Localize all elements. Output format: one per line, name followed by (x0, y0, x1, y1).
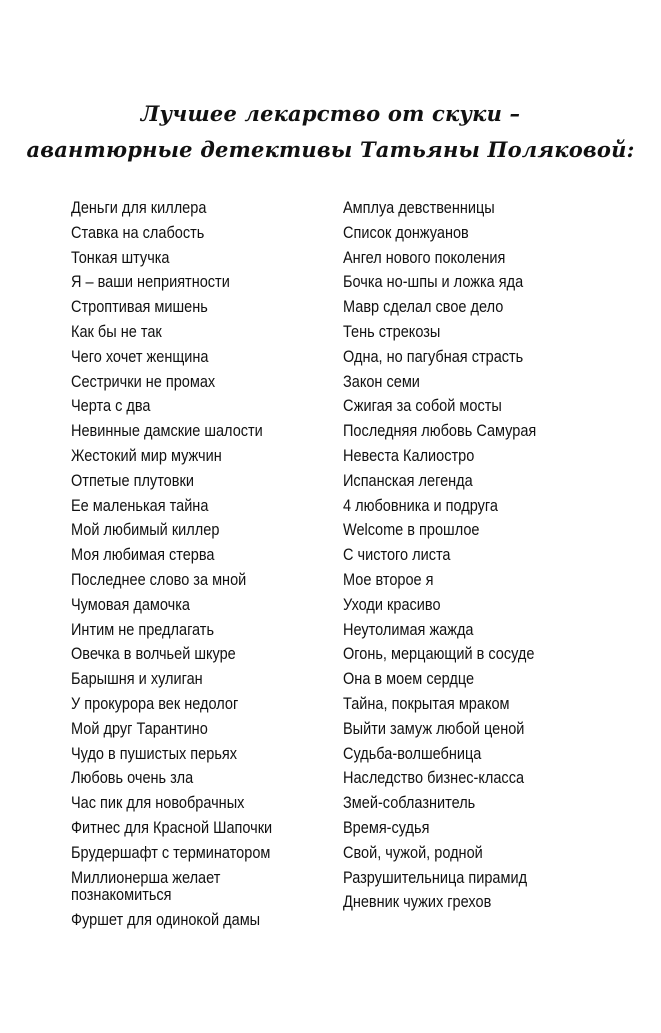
book-title: Последнее слово за мной (71, 570, 247, 589)
book-title: Мое второе я (343, 570, 434, 589)
book-title: Мавр сделал свое дело (343, 298, 504, 317)
book-title: Свой, чужой, родной (343, 843, 483, 862)
book-title: Список донжуанов (343, 223, 469, 242)
book-title: Она в моем сердце (343, 670, 475, 689)
book-title: Бочка но-шпы и ложка яда (343, 273, 524, 292)
book-title: Welcome в прошлое (343, 521, 480, 540)
book-title: Тень стрекозы (343, 322, 441, 341)
book-title: Время-судья (343, 818, 430, 837)
heading-line-2: авантюрные детективы Татьяны Поляковой: (26, 137, 635, 162)
book-title: Брудершафт с терминатором (71, 843, 271, 862)
book-title: Барышня и хулиган (71, 670, 203, 689)
book-title: Ангел нового поколения (343, 248, 506, 267)
book-title: Миллионерша желает познакомиться (71, 868, 221, 904)
book-title: Разрушительница пирамид (343, 868, 528, 887)
book-title: Чудо в пушистых перьях (71, 744, 238, 763)
book-title: Мой любимый киллер (71, 521, 220, 540)
book-list-left-column (71, 196, 335, 932)
book-title: Моя любимая стерва (71, 546, 215, 565)
book-title: Как бы не так (71, 322, 162, 341)
book-title: Амплуа девственницы (343, 199, 495, 217)
book-title: Фуршет для одинокой дамы (71, 910, 261, 929)
book-title: Тайна, покрытая мраком (343, 694, 510, 713)
book-title: Змей-соблазнитель (343, 794, 476, 813)
book-title: Интим не предлагать (71, 620, 215, 639)
book-title: Деньги для киллера (71, 199, 207, 217)
book-title: Я – ваши неприятности (71, 273, 230, 292)
book-title: Строптивая мишень (71, 298, 208, 317)
book-title: Сестрички не промах (71, 372, 216, 391)
book-title: С чистого листа (343, 546, 451, 565)
book-title: Жестокий мир мужчин (71, 446, 222, 465)
book-title: Ставка на слабость (71, 223, 205, 242)
book-title: 4 любовника и подруга (343, 496, 498, 515)
book-title: Испанская легенда (343, 471, 473, 490)
book-title: Неутолимая жажда (343, 620, 474, 639)
book-title: Невеста Калиостро (343, 446, 475, 465)
book-title: Дневник чужих грехов (343, 893, 492, 912)
page-heading (0, 96, 661, 168)
book-title: Час пик для новобрачных (71, 794, 245, 813)
book-title: Мой друг Тарантино (71, 719, 208, 738)
book-title: Одна, но пагубная страсть (343, 347, 524, 366)
book-title: Любовь очень зла (71, 769, 194, 788)
heading-line-1: Лучшее лекарство от скуки – (140, 101, 521, 126)
book-title: Фитнес для Красной Шапочки (71, 818, 273, 837)
book-title: Выйти замуж любой ценой (343, 719, 525, 738)
book-title: Невинные дамские шалости (71, 422, 263, 441)
book-title: Закон семи (343, 372, 420, 391)
book-title: Отпетые плутовки (71, 471, 194, 490)
book-title: Судьба-волшебница (343, 744, 482, 763)
book-title: Сжигая за собой мосты (343, 397, 502, 416)
book-list-right-column (343, 196, 607, 915)
book-title: Последняя любовь Самурая (343, 422, 537, 441)
book-title: Уходи красиво (343, 595, 441, 614)
book-title: Тонкая штучка (71, 248, 170, 267)
book-title: Чумовая дамочка (71, 595, 190, 614)
book-title: Овечка в волчьей шкуре (71, 645, 236, 664)
book-title: У прокурора век недолог (71, 694, 239, 713)
book-title: Ее маленькая тайна (71, 496, 209, 515)
book-title: Черта с два (71, 397, 151, 416)
book-title: Наследство бизнес-класса (343, 769, 525, 788)
book-title: Чего хочет женщина (71, 347, 209, 366)
book-title: Огонь, мерцающий в сосуде (343, 645, 535, 664)
